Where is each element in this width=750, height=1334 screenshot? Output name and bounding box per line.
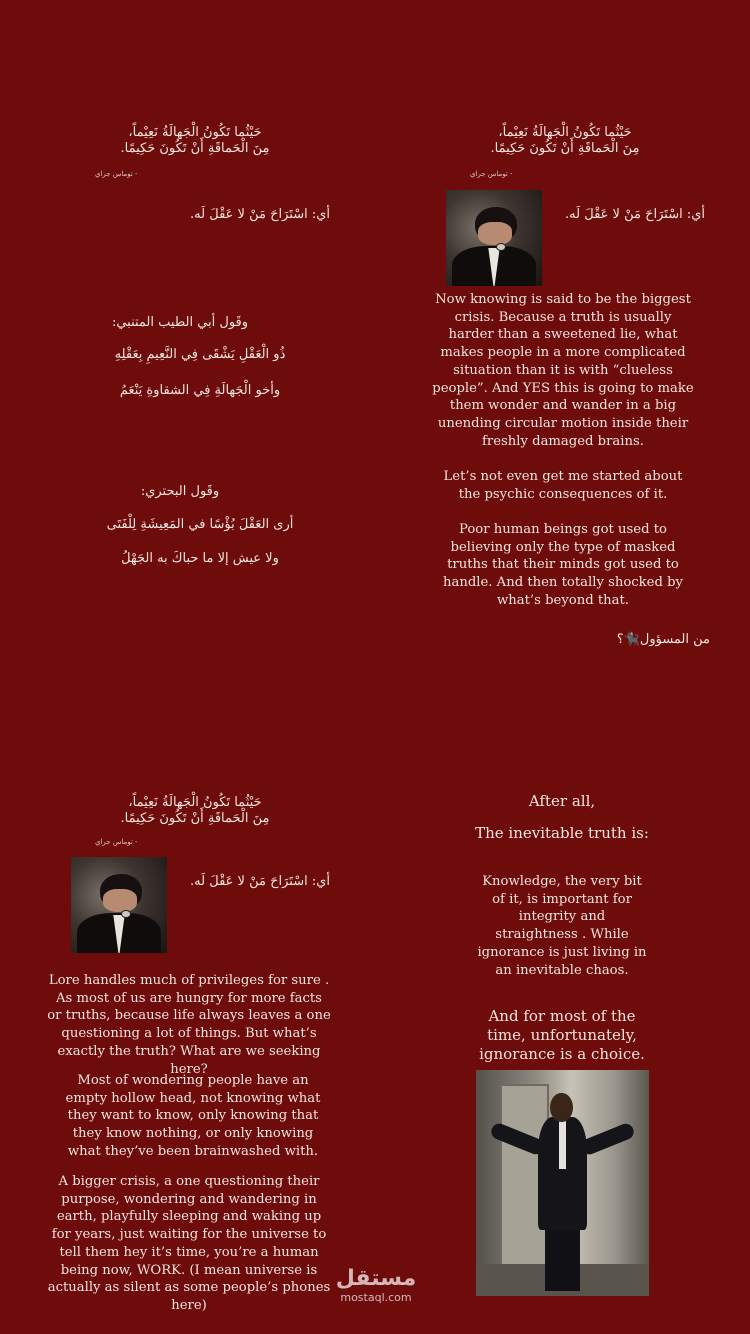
quote-bl-line2: مِنَ الْحَماقَةِ أَنْ تَكُونَ حَكِيمًا. — [120, 811, 270, 826]
bl-para3: A bigger crisis, a one questioning their purpose, wondering and wandering in earth, playfully sleeping and waking up for years, just waiting for the universe to tell them hey it’s time, you’re a human being now, WORK. (I mean universe is actually as silent as some people’s phones here) — [47, 1174, 331, 1313]
quote-tl-attribution: - توماس جراي — [95, 170, 138, 178]
quote-tr-line2: مِنَ الْحَماقَةِ أَنْ تَكُونَ حَكِيمًا. — [490, 141, 640, 156]
facepalm-photo-bottom — [71, 857, 167, 953]
mostaql-logo: مستقل — [335, 1266, 417, 1291]
bl-para2: Most of wondering people have an empty hollow head, not knowing what they want to know, only knowing that they know nothing, or only knowing what they’ve been brainwashed with. — [65, 1073, 321, 1159]
quote-tl-meaning: أي: اسْتَرَاحَ مَنْ لا عَقْلَ لَه. — [190, 207, 330, 222]
bl-para1: Lore handles much of privileges for sure . As most of us are hungry for more facts or truths, because life always leaves a one questioning a lot of things. But what’s exactly the truth? What are we seeking here? — [47, 973, 331, 1077]
mostaql-site: mostaql.com — [340, 1291, 412, 1304]
laughing-man-photo — [476, 1070, 649, 1296]
quote-tr-line1: حَيْثُما تَكُونُ الْجَهالَةُ نَعِيْماً، — [498, 125, 632, 140]
quote-tl-line1: حَيْثُما تَكُونُ الْجَهالَةُ نَعِيْماً، — [128, 125, 262, 140]
tr-para3: Poor human beings got used to believing only the type of masked truths that their minds got used to handle. And then totally shocked by what’s beyond that. — [442, 522, 683, 608]
quote-bl — [60, 795, 330, 827]
mutanabbi-line1: ذُو الْعَقْلِ يَشْقَى فِي النَّعِيمِ بِعَقْلِهِ — [114, 347, 286, 362]
tr-question: من المسؤول🐈‍⬛؟ — [616, 632, 710, 647]
buhturi-intro: وقَول البحتري: — [140, 484, 220, 499]
tr-para2: Let’s not even get me started about the psychic consequences of it. — [443, 469, 683, 502]
br-para1: Knowledge, the very bit of it, is important for integrity and straightness . While ignorance is just living in an inevitable chaos. — [477, 874, 647, 978]
quote-tl-line2: مِنَ الْحَماقَةِ أَنْ تَكُونَ حَكِيمًا. — [120, 141, 270, 156]
quote-tr — [430, 125, 700, 157]
quote-bl-meaning: أي: اسْتَرَاحَ مَنْ لا عَقْلَ لَه. — [190, 874, 330, 889]
buhturi-line2: ولا عيش إلا ما حباكَ به الجَهْلُ — [121, 551, 279, 566]
quote-bl-attribution: - توماس جراي — [95, 838, 138, 846]
br-heading1: After all, — [528, 792, 596, 810]
br-heading2: The inevitable truth is: — [475, 824, 649, 842]
br-para2: And for most of the time, unfortunately, ignorance is a choice. — [479, 1007, 645, 1063]
mutanabbi-intro: وقَول أبي الطيب المتنبي: — [111, 315, 249, 330]
quote-tr-meaning: أي: اسْتَرَاحَ مَنْ لا عَقْلَ لَه. — [565, 207, 705, 222]
quote-tl — [60, 125, 330, 157]
mostaql-watermark — [330, 1266, 422, 1304]
facepalm-photo-top — [446, 190, 542, 286]
mutanabbi-line2: وأخو الْجَهالَةِ فِي الشقاوةِ يَنْعَمُ — [119, 383, 281, 398]
buhturi-line1: أرى العَقْلَ بُؤْسًا في المَعِيشَةِ لِلْفَتَى — [106, 517, 294, 532]
quote-bl-line1: حَيْثُما تَكُونُ الْجَهالَةُ نَعِيْماً، — [128, 795, 262, 810]
tr-para1: Now knowing is said to be the biggest crisis. Because a truth is usually harder than a sweetened lie, what makes people in a more complicated situation than it is with “clueless people”. And YES this is going to make them wonder and wander in a big unending circular motion inside their freshly damaged brains. — [432, 292, 694, 449]
quote-tr-attribution: - توماس جراي — [470, 170, 513, 178]
